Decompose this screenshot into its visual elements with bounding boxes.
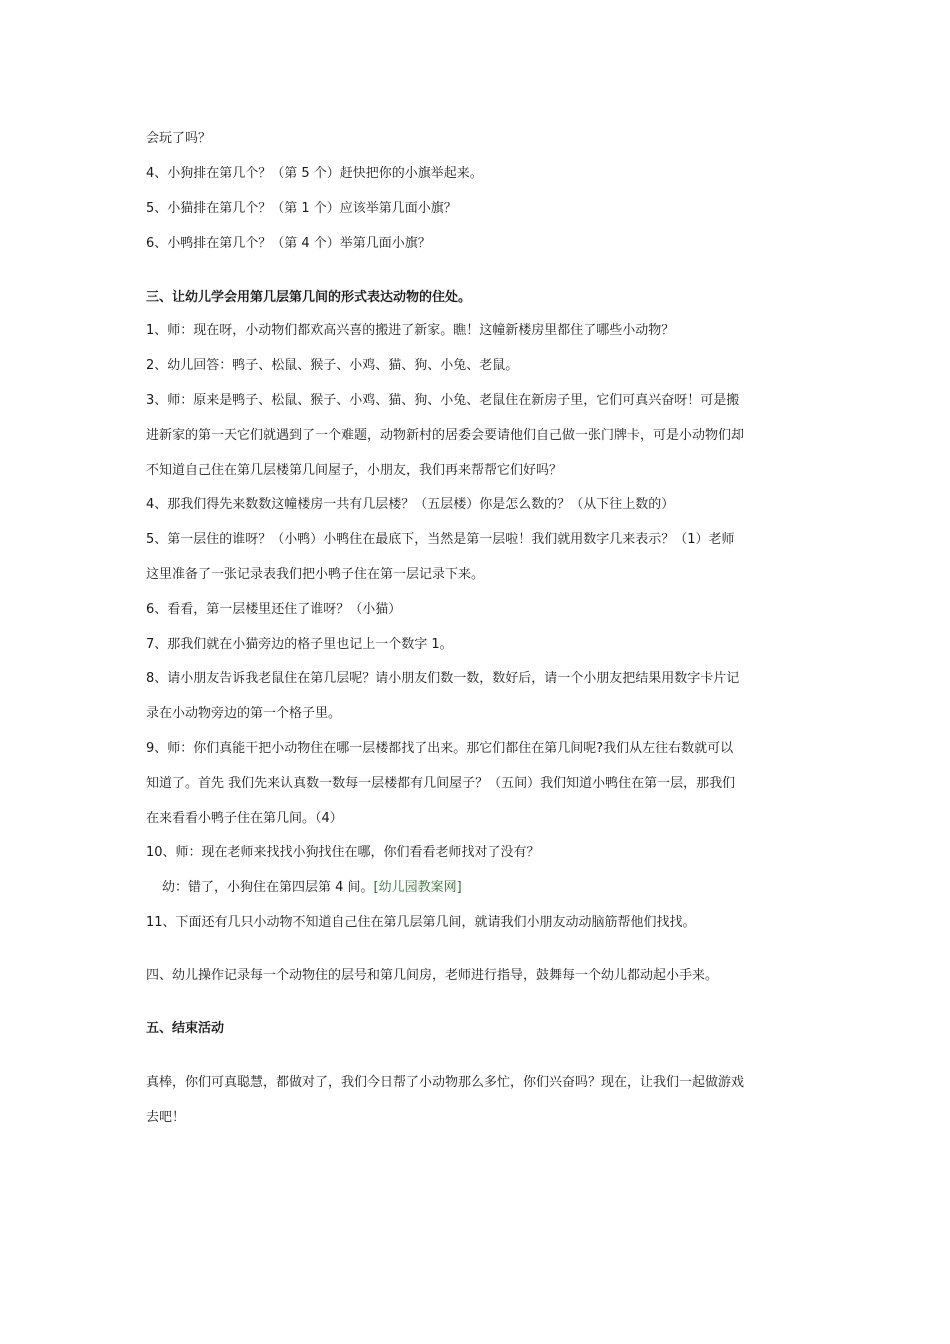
text-line: 8、请小朋友告诉我老鼠住在第几层呢？请小朋友们数一数，数好后，请一个小朋友把结果用数字卡片记 [146, 671, 740, 686]
text-line: 5、第一层住的谁呀？（小鸭）小鸭住在最底下，当然是第一层啦！我们就用数字几来表示？（1）老师 [146, 532, 735, 547]
section-heading: 四、幼儿操作记录每一个动物住的层号和第几间房，老师进行指导，鼓舞每一个幼儿都动起小手来。 [146, 968, 719, 983]
text-line: 4、小狗排在第几个？（第 5 个）赶快把你的小旗举起来。 [146, 166, 483, 181]
text-line: 3、师：原来是鸭子、松鼠、猴子、小鸡、猫、狗、小兔、老鼠住在新房子里，它们可真兴奋呀！可是搬 [146, 393, 740, 408]
section-heading: 三、让幼儿学会用第几层第几间的形式表达动物的住处。 [146, 290, 472, 305]
text-line: 不知道自己住在第几层楼第几间屋子，小朋友，我们再来帮帮它们好吗？ [146, 463, 563, 478]
text-line: 11、下面还有几只小动物不知道自己住在第几层第几间，就请我们小朋友动动脑筋帮他们找找。 [146, 915, 696, 930]
text-line: 知道了。首先 我们先来认真数一数每一层楼都有几间屋子？（五间）我们知道小鸭住在第一层，那我们 [146, 776, 736, 791]
text-line: 6、看看，第一层楼里还住了谁呀？（小猫） [146, 602, 402, 617]
text-line: 7、那我们就在小猫旁边的格子里也记上一个数字 1。 [146, 637, 453, 652]
text-line: 10、师：现在老师来找找小狗找住在哪，你们看看老师找对了没有？ [146, 845, 540, 860]
text-line [162, 879, 462, 897]
text-line: 2、幼儿回答：鸭子、松鼠、猴子、小鸡、猫、狗、小兔、老鼠。 [146, 358, 519, 373]
text-line: 录在小动物旁边的第一个格子里。 [146, 706, 342, 721]
text-line: 真棒，你们可真聪慧，都做对了，我们今日帮了小动物那么多忙，你们兴奋吗？现在，让我们一起做游戏 [146, 1075, 745, 1090]
text-line: 9、师：你们真能干把小动物住在哪一层楼都找了出来。那它们都住在第几间呢?我们从左往右数就可以 [146, 741, 734, 756]
text-line: 6、小鸭排在第几个？（第 4 个）举第几面小旗？ [146, 236, 431, 251]
text-line: 进新家的第一天它们就遇到了一个难题，动物新村的居委会要请他们自己做一张门牌卡，可是小动物们却 [146, 428, 745, 443]
text-line: 4、那我们得先来数数这幢楼房一共有几层楼？（五层楼）你是怎么数的？（从下往上数的） [146, 497, 675, 512]
text-line: 会玩了吗？ [146, 131, 212, 146]
section-heading: 五、结束活动 [146, 1021, 225, 1036]
source-link[interactable]: [幼儿园教案网] [373, 880, 462, 895]
text-line: 去吧！ [146, 1110, 186, 1125]
text-line: 这里准备了一张记录表我们把小鸭子住在第一层记录下来。 [146, 567, 485, 582]
child-answer: 幼：错了，小狗住在第四层第 4 间。 [162, 880, 374, 895]
text-line: 1、师：现在呀，小动物们都欢高兴喜的搬进了新家。瞧！这幢新楼房里都住了哪些小动物？ [146, 323, 675, 338]
text-line: 5、小猫排在第几个？（第 1 个）应该举第几面小旗？ [146, 201, 457, 216]
text-line: 在来看看小鸭子住在第几间。（4） [146, 811, 343, 826]
